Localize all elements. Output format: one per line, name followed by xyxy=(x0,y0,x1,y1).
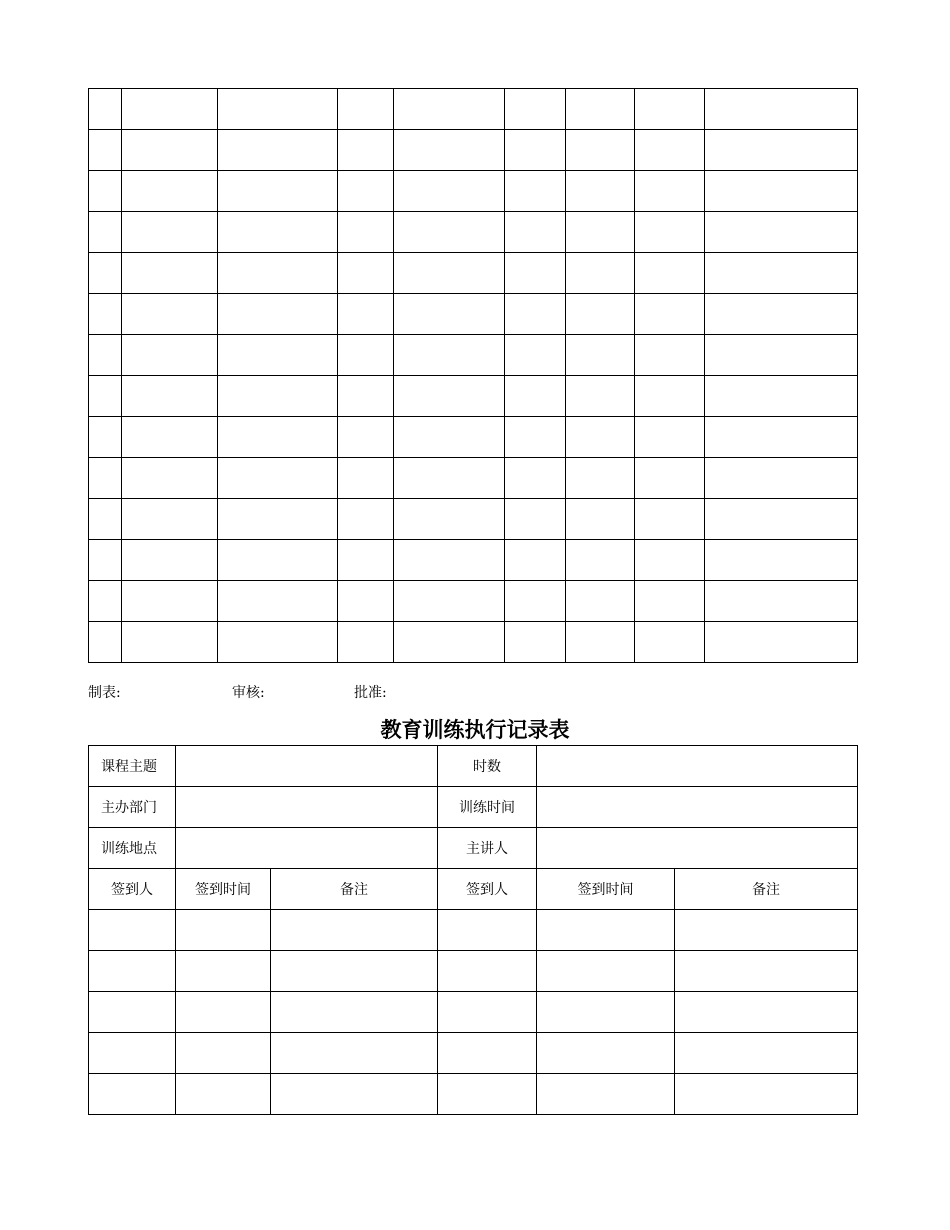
table-cell[interactable] xyxy=(122,581,218,622)
signin-cell[interactable] xyxy=(271,992,438,1033)
table-cell[interactable] xyxy=(705,499,858,540)
table-cell[interactable] xyxy=(89,376,122,417)
reviewer-label: 审核: xyxy=(232,685,265,701)
table-cell[interactable] xyxy=(635,581,705,622)
signin-cell[interactable] xyxy=(675,951,858,992)
hours-field[interactable] xyxy=(537,746,858,787)
table-cell[interactable] xyxy=(705,376,858,417)
signin-cell[interactable] xyxy=(537,992,675,1033)
table-cell[interactable] xyxy=(338,294,394,335)
signin-cell[interactable] xyxy=(89,1074,176,1115)
table-row xyxy=(89,294,858,335)
signin-cell[interactable] xyxy=(271,1074,438,1115)
table-cell[interactable] xyxy=(122,376,218,417)
table-cell[interactable] xyxy=(218,335,338,376)
location-row xyxy=(89,828,858,869)
table-cell[interactable] xyxy=(122,294,218,335)
signin-cell[interactable] xyxy=(537,1033,675,1074)
table-cell[interactable] xyxy=(635,499,705,540)
table-cell[interactable] xyxy=(89,581,122,622)
table-cell[interactable] xyxy=(218,294,338,335)
signin-header-cell: 签到时间 xyxy=(176,869,271,910)
table-cell[interactable] xyxy=(566,622,635,663)
table-cell[interactable] xyxy=(394,335,505,376)
table-row xyxy=(89,499,858,540)
table-cell[interactable] xyxy=(705,171,858,212)
table-cell[interactable] xyxy=(705,89,858,130)
table-cell[interactable] xyxy=(566,581,635,622)
table-cell[interactable] xyxy=(89,499,122,540)
table-row xyxy=(89,581,858,622)
table-cell[interactable] xyxy=(218,417,338,458)
maker-label: 制表: xyxy=(88,685,121,701)
table-cell[interactable] xyxy=(566,253,635,294)
table-cell[interactable] xyxy=(122,253,218,294)
lecturer-field[interactable] xyxy=(537,828,858,869)
table-cell[interactable] xyxy=(89,540,122,581)
signin-cell[interactable] xyxy=(89,1033,176,1074)
table-cell[interactable] xyxy=(338,540,394,581)
table-cell[interactable] xyxy=(505,417,566,458)
blank-grid-table xyxy=(88,88,858,663)
signin-cell[interactable] xyxy=(537,951,675,992)
table-cell[interactable] xyxy=(635,89,705,130)
table-cell[interactable] xyxy=(394,376,505,417)
table-cell[interactable] xyxy=(505,171,566,212)
signin-cell[interactable] xyxy=(176,1074,271,1115)
table-cell[interactable] xyxy=(705,253,858,294)
table-cell[interactable] xyxy=(566,417,635,458)
table-row xyxy=(89,171,858,212)
table-cell[interactable] xyxy=(89,622,122,663)
table-cell[interactable] xyxy=(218,458,338,499)
table-cell[interactable] xyxy=(89,253,122,294)
table-row xyxy=(89,335,858,376)
table-cell[interactable] xyxy=(566,89,635,130)
table-cell[interactable] xyxy=(338,458,394,499)
table-cell[interactable] xyxy=(122,335,218,376)
table-cell[interactable] xyxy=(705,294,858,335)
table-cell[interactable] xyxy=(705,458,858,499)
table-cell[interactable] xyxy=(505,622,566,663)
table-cell[interactable] xyxy=(218,622,338,663)
table-cell[interactable] xyxy=(635,417,705,458)
table-cell[interactable] xyxy=(218,376,338,417)
signin-cell[interactable] xyxy=(675,910,858,951)
table-cell[interactable] xyxy=(505,458,566,499)
table-cell[interactable] xyxy=(218,253,338,294)
table-cell[interactable] xyxy=(338,212,394,253)
course-topic-label: 课程主题 xyxy=(89,746,176,787)
signin-cell[interactable] xyxy=(438,910,537,951)
table-cell[interactable] xyxy=(338,376,394,417)
table-cell[interactable] xyxy=(338,89,394,130)
table-cell[interactable] xyxy=(218,540,338,581)
table-cell[interactable] xyxy=(566,499,635,540)
table-cell[interactable] xyxy=(122,622,218,663)
table-cell[interactable] xyxy=(635,294,705,335)
table-cell[interactable] xyxy=(394,212,505,253)
table-cell[interactable] xyxy=(635,212,705,253)
table-cell[interactable] xyxy=(635,458,705,499)
signin-cell[interactable] xyxy=(176,910,271,951)
signin-header-cell: 备注 xyxy=(675,869,858,910)
table-cell[interactable] xyxy=(218,499,338,540)
signin-cell[interactable] xyxy=(176,951,271,992)
table-cell[interactable] xyxy=(394,622,505,663)
signin-header-row xyxy=(89,869,858,910)
hours-label: 时数 xyxy=(438,746,537,787)
table-cell[interactable] xyxy=(89,417,122,458)
host-dept-row xyxy=(89,787,858,828)
table-row xyxy=(89,540,858,581)
table-cell[interactable] xyxy=(394,294,505,335)
signin-cell[interactable] xyxy=(176,992,271,1033)
signin-row xyxy=(89,910,858,951)
signin-header-cell: 签到时间 xyxy=(537,869,675,910)
table-cell[interactable] xyxy=(705,335,858,376)
table-cell[interactable] xyxy=(218,581,338,622)
table-cell[interactable] xyxy=(505,212,566,253)
table-cell[interactable] xyxy=(338,253,394,294)
host-dept-field[interactable] xyxy=(176,787,438,828)
table-cell[interactable] xyxy=(705,212,858,253)
signin-cell[interactable] xyxy=(89,951,176,992)
table-cell[interactable] xyxy=(89,212,122,253)
table-cell[interactable] xyxy=(635,130,705,171)
signin-cell[interactable] xyxy=(675,1074,858,1115)
table-row xyxy=(89,212,858,253)
table-cell[interactable] xyxy=(505,376,566,417)
signin-header-cell: 签到人 xyxy=(89,869,176,910)
host-dept-label: 主办部门 xyxy=(89,787,176,828)
course-topic-field[interactable] xyxy=(176,746,438,787)
table-row xyxy=(89,89,858,130)
table-cell[interactable] xyxy=(338,499,394,540)
table-cell[interactable] xyxy=(635,540,705,581)
table-cell[interactable] xyxy=(505,89,566,130)
signin-cell[interactable] xyxy=(271,951,438,992)
table-cell[interactable] xyxy=(505,253,566,294)
signin-cell[interactable] xyxy=(675,1033,858,1074)
table-cell[interactable] xyxy=(89,458,122,499)
table-cell[interactable] xyxy=(566,171,635,212)
table-cell[interactable] xyxy=(394,417,505,458)
table-cell[interactable] xyxy=(635,335,705,376)
table-cell[interactable] xyxy=(394,581,505,622)
signin-cell[interactable] xyxy=(438,951,537,992)
signin-cell[interactable] xyxy=(537,910,675,951)
table-row xyxy=(89,376,858,417)
signin-cell[interactable] xyxy=(271,1033,438,1074)
table-cell[interactable] xyxy=(566,335,635,376)
location-field[interactable] xyxy=(176,828,438,869)
table-row xyxy=(89,253,858,294)
table-cell[interactable] xyxy=(505,540,566,581)
table-cell[interactable] xyxy=(122,417,218,458)
table-cell[interactable] xyxy=(635,376,705,417)
training-time-label: 训练时间 xyxy=(438,787,537,828)
form-title: 教育训练执行记录表 xyxy=(380,718,570,742)
course-topic-row xyxy=(89,746,858,787)
table-cell[interactable] xyxy=(122,458,218,499)
table-row xyxy=(89,622,858,663)
approver-label: 批准: xyxy=(354,685,387,701)
table-row xyxy=(89,458,858,499)
lecturer-label: 主讲人 xyxy=(438,828,537,869)
signin-header-cell: 签到人 xyxy=(438,869,537,910)
training-time-field[interactable] xyxy=(537,787,858,828)
table-row xyxy=(89,130,858,171)
table-cell[interactable] xyxy=(505,581,566,622)
table-cell[interactable] xyxy=(218,89,338,130)
table-cell[interactable] xyxy=(705,540,858,581)
table-cell[interactable] xyxy=(394,499,505,540)
location-label: 训练地点 xyxy=(89,828,176,869)
table-cell[interactable] xyxy=(566,540,635,581)
table-cell[interactable] xyxy=(505,335,566,376)
table-cell[interactable] xyxy=(338,130,394,171)
table-cell[interactable] xyxy=(705,622,858,663)
table-cell[interactable] xyxy=(122,540,218,581)
table-cell[interactable] xyxy=(122,89,218,130)
table-cell[interactable] xyxy=(89,335,122,376)
table-cell[interactable] xyxy=(566,130,635,171)
table-cell[interactable] xyxy=(218,130,338,171)
training-record-table xyxy=(88,745,858,1115)
table-cell[interactable] xyxy=(394,540,505,581)
signin-cell[interactable] xyxy=(89,910,176,951)
table-cell[interactable] xyxy=(338,581,394,622)
table-cell[interactable] xyxy=(394,171,505,212)
table-cell[interactable] xyxy=(122,212,218,253)
table-row xyxy=(89,417,858,458)
table-cell[interactable] xyxy=(635,171,705,212)
table-cell[interactable] xyxy=(394,458,505,499)
table-cell[interactable] xyxy=(89,130,122,171)
table-cell[interactable] xyxy=(338,417,394,458)
signin-cell[interactable] xyxy=(89,992,176,1033)
table-cell[interactable] xyxy=(705,581,858,622)
table-cell[interactable] xyxy=(505,130,566,171)
signin-cell[interactable] xyxy=(438,992,537,1033)
table-cell[interactable] xyxy=(394,89,505,130)
table-cell[interactable] xyxy=(635,253,705,294)
signin-row xyxy=(89,992,858,1033)
table-cell[interactable] xyxy=(89,171,122,212)
signin-cell[interactable] xyxy=(438,1033,537,1074)
table-cell[interactable] xyxy=(505,294,566,335)
table-cell[interactable] xyxy=(122,171,218,212)
table-cell[interactable] xyxy=(505,499,566,540)
signin-cell[interactable] xyxy=(271,910,438,951)
table-cell[interactable] xyxy=(566,212,635,253)
table-cell[interactable] xyxy=(338,622,394,663)
table-cell[interactable] xyxy=(338,335,394,376)
table-cell[interactable] xyxy=(566,376,635,417)
table-cell[interactable] xyxy=(705,417,858,458)
table-cell[interactable] xyxy=(394,130,505,171)
table-cell[interactable] xyxy=(394,253,505,294)
table-cell[interactable] xyxy=(122,499,218,540)
table-cell[interactable] xyxy=(122,130,218,171)
signin-row xyxy=(89,951,858,992)
table-cell[interactable] xyxy=(89,294,122,335)
table-cell[interactable] xyxy=(89,89,122,130)
signin-cell[interactable] xyxy=(176,1033,271,1074)
signin-cell[interactable] xyxy=(438,1074,537,1115)
table-cell[interactable] xyxy=(218,171,338,212)
signin-row xyxy=(89,1033,858,1074)
signin-cell[interactable] xyxy=(675,992,858,1033)
table-cell[interactable] xyxy=(338,171,394,212)
table-cell[interactable] xyxy=(705,130,858,171)
table-cell[interactable] xyxy=(566,294,635,335)
signin-header-cell: 备注 xyxy=(271,869,438,910)
signin-cell[interactable] xyxy=(537,1074,675,1115)
table-cell[interactable] xyxy=(566,458,635,499)
table-cell[interactable] xyxy=(218,212,338,253)
signin-row xyxy=(89,1074,858,1115)
table-cell[interactable] xyxy=(635,622,705,663)
